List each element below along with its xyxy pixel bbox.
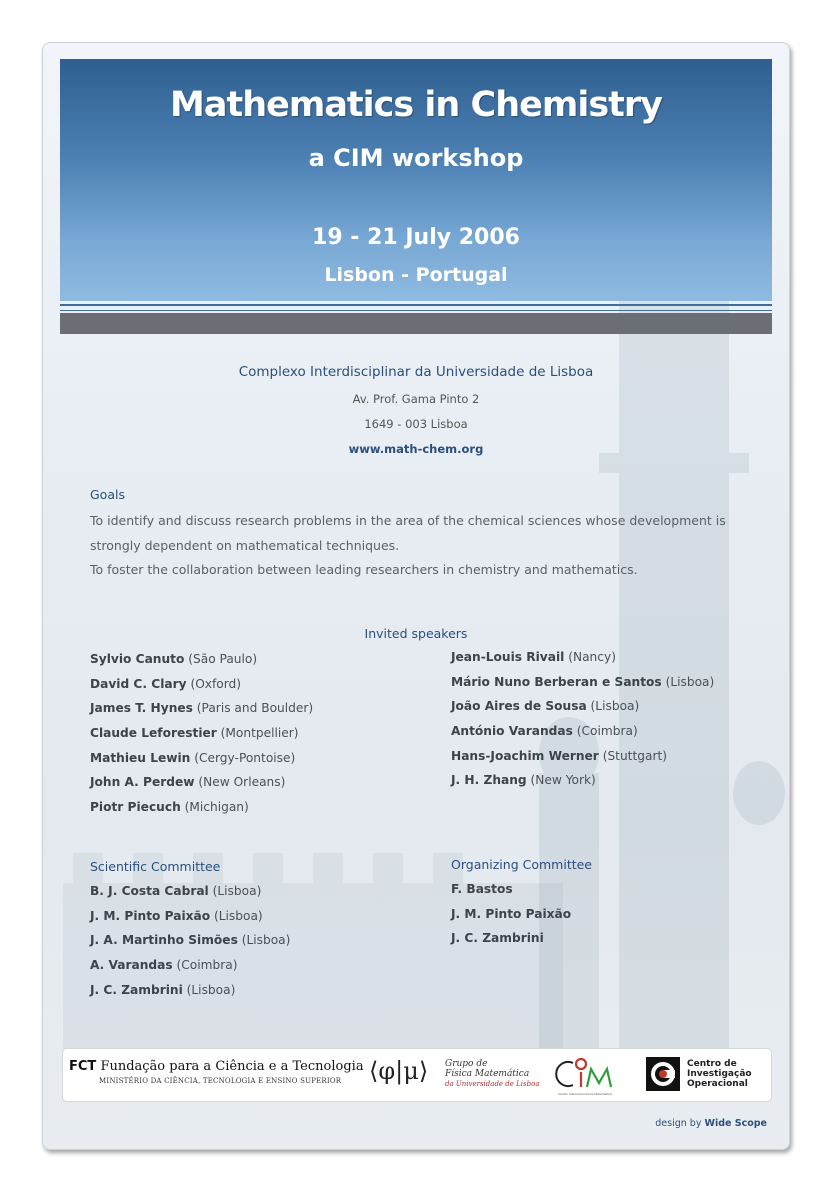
organizing-committee-list	[451, 882, 571, 956]
list-item: David C. Clary (Oxford)	[90, 676, 242, 691]
title-banner	[60, 59, 772, 301]
cim-logo[interactable]	[551, 1055, 623, 1095]
list-item: B. J. Costa Cabral (Lisboa)	[90, 884, 262, 898]
list-item: Sylvio Canuto (São Paulo)	[90, 652, 258, 666]
venue-name: Complexo Interdisciplinar da Universidade de Lisboa	[238, 364, 594, 380]
fct-abbreviation: FCT	[69, 1059, 97, 1074]
goals-heading: Goals	[90, 487, 125, 502]
workshop-location: Lisbon - Portugal	[324, 264, 508, 286]
sponsor-logos-strip	[62, 1048, 772, 1102]
gfm-logo-text[interactable]: Grupo de Física Matemática da Universidade de Lisboa	[445, 1059, 540, 1088]
list-item: John A. Perdew (New Orleans)	[90, 775, 286, 790]
list-item: James T. Hynes (Paris and Boulder)	[90, 701, 314, 716]
list-item: Hans-Joachim Werner (Stuttgart)	[451, 748, 667, 763]
divider-line	[60, 310, 772, 311]
list-item: Claude Leforestier (Montpellier)	[90, 726, 299, 741]
divider-line	[60, 304, 772, 306]
list-item: João Aires de Sousa (Lisboa)	[451, 699, 640, 714]
fct-name: Fundação para a Ciência e a Tecnologia	[100, 1059, 364, 1074]
workshop-title: Mathematics in Chemistry	[170, 85, 662, 125]
invited-speakers-heading: Invited speakers	[364, 626, 468, 641]
goals-paragraph: To identify and discuss research problems in the area of the chemical sciences whose development is strongly dependent on mathematical techniques.	[90, 513, 726, 553]
website-link[interactable]: www.math-chem.org	[348, 442, 484, 456]
design-credit: design by Wide Scope	[655, 1118, 767, 1129]
cio-logo-icon[interactable]	[646, 1057, 680, 1091]
organizing-committee-heading: Organizing Committee	[451, 857, 592, 872]
fct-logo[interactable]	[69, 1059, 364, 1085]
design-studio-link[interactable]: Wide Scope	[704, 1118, 767, 1129]
workshop-dates: 19 - 21 July 2006	[312, 225, 520, 250]
list-item: Jean-Louis Rivail (Nancy)	[451, 650, 616, 664]
list-item: Piotr Piecuch (Michigan)	[90, 800, 249, 815]
fct-ministry: MINISTÉRIO DA CIÊNCIA, TECNOLOGIA E ENSINO SUPERIOR	[99, 1077, 342, 1085]
workshop-subtitle: a CIM workshop	[308, 144, 524, 172]
list-item: F. Bastos	[451, 882, 513, 896]
list-item: Mathieu Lewin (Cergy-Pontoise)	[90, 750, 296, 765]
grey-band	[60, 313, 772, 334]
cim-caption: Centro Internacional de Matemática	[558, 1092, 612, 1096]
list-item: J. H. Zhang (New York)	[451, 773, 596, 788]
list-item: J. A. Martinho Simões (Lisboa)	[90, 933, 291, 948]
phi-mu-logo[interactable]: ⟨φ|μ⟩	[369, 1057, 429, 1085]
list-item: Mário Nuno Berberan e Santos (Lisboa)	[451, 674, 715, 689]
poster-card	[42, 42, 790, 1150]
venue-address-city: 1649 - 003 Lisboa	[364, 417, 468, 431]
list-item: J. M. Pinto Paixão	[451, 906, 572, 921]
goals-text	[90, 509, 760, 583]
speakers-list-right	[451, 650, 714, 798]
venue-address-street: Av. Prof. Gama Pinto 2	[352, 392, 480, 406]
list-item: J. M. Pinto Paixão (Lisboa)	[90, 908, 263, 923]
list-item: J. C. Zambrini (Lisboa)	[90, 982, 236, 997]
goals-paragraph: To foster the collaboration between leading researchers in chemistry and mathematics.	[90, 562, 638, 577]
scientific-committee-list	[90, 884, 290, 1007]
list-item: António Varandas (Coimbra)	[451, 724, 638, 739]
list-item: A. Varandas (Coimbra)	[90, 958, 238, 973]
speakers-list-left	[90, 652, 313, 825]
list-item: J. C. Zambrini	[451, 931, 544, 946]
scientific-committee-heading: Scientific Committee	[90, 859, 221, 874]
cio-logo-text: Centro de Investigação Operacional	[687, 1059, 752, 1089]
